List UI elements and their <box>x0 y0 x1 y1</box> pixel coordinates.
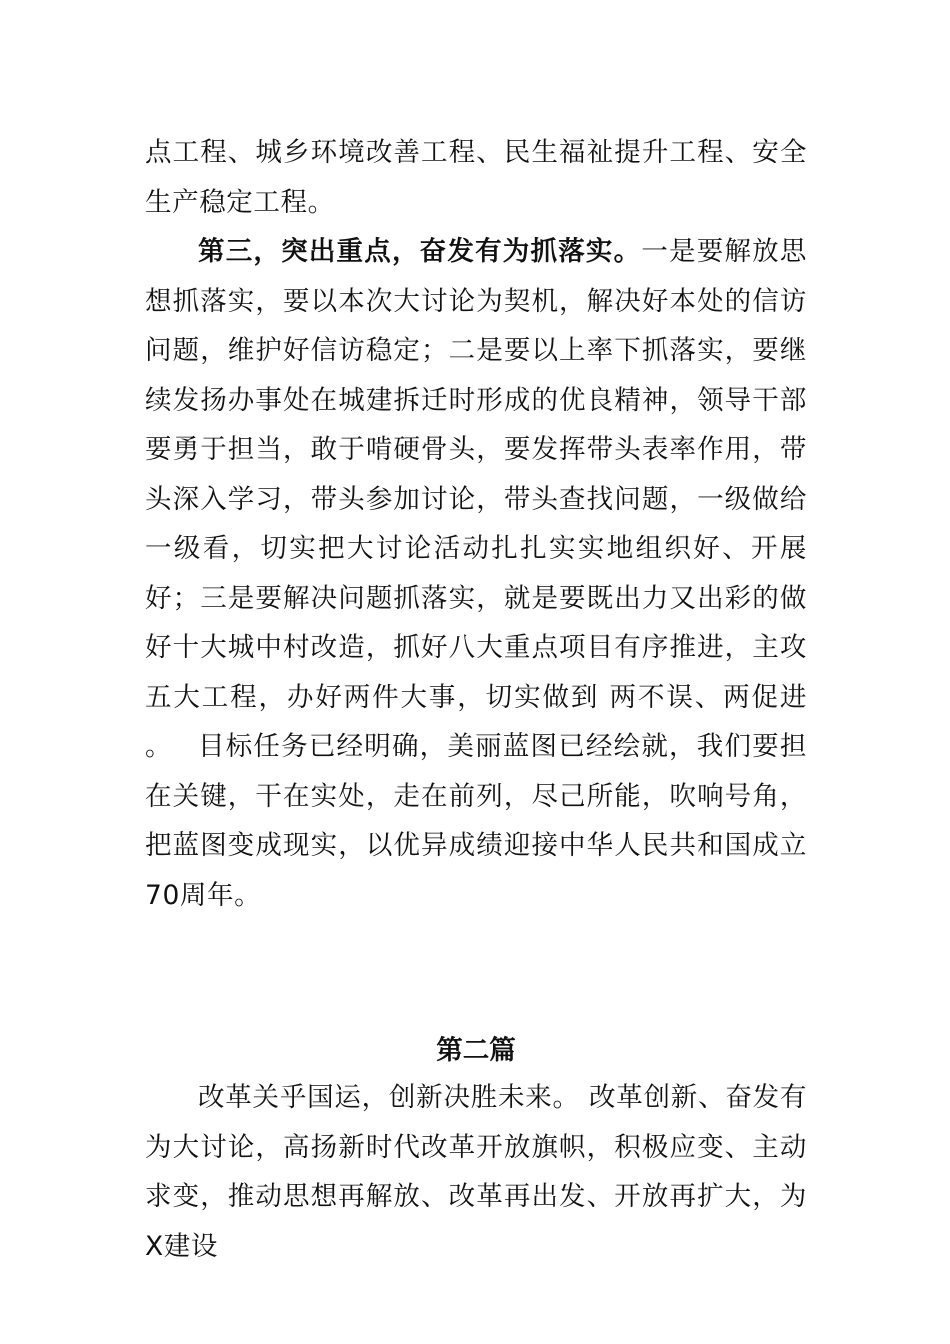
paragraph-conclusion: 目标任务已经明确，美丽蓝图已经绘就，我们要担在关键，干在实处，走在前列，尽己所能，吹响号角，把蓝图变成现实，以优异成绩迎接中华人民共和国成立70周年。 <box>145 731 807 911</box>
section-heading: 第二篇 <box>436 1035 516 1066</box>
paragraph-third-point <box>145 227 807 772</box>
paragraph-body: 一是要解放思想抓落实，要以本次大讨论为契机，解决好本处的信访问题，维护好信访稳定；二是要以上率下抓落实，要继续发扬办事处在城建拆迁时形成的优良精神，领导干部要勇于担当，敢于啃硬骨头，要发挥带头表率作用，带头深入学习，带头参加讨论，带头查找问题，一级做给一级看，切实把大讨论活动扎扎实实地组织好、开展好；三是要解决问题抓落实，就是要既出力又出彩的做好十大城中村改造，抓好八大重点项目有序推进，主攻五大工程，办好两件大事，切实做到 两不误、两促进 。 <box>145 236 807 762</box>
paragraph-second-article: 改革关乎国运，创新决胜未来。 改革创新、奋发有为大讨论，高扬新时代改革开放旗帜，积极应变、主动求变，推动思想再解放、改革再出发、开放再扩大，为X建设 <box>145 1082 807 1262</box>
paragraph-bold-lead: 第三，突出重点，奋发有为抓落实。 <box>198 236 642 267</box>
paragraph-continuation: 点工程、城乡环境改善工程、民生福祉提升工程、安全生产稳定工程。 <box>145 137 807 218</box>
